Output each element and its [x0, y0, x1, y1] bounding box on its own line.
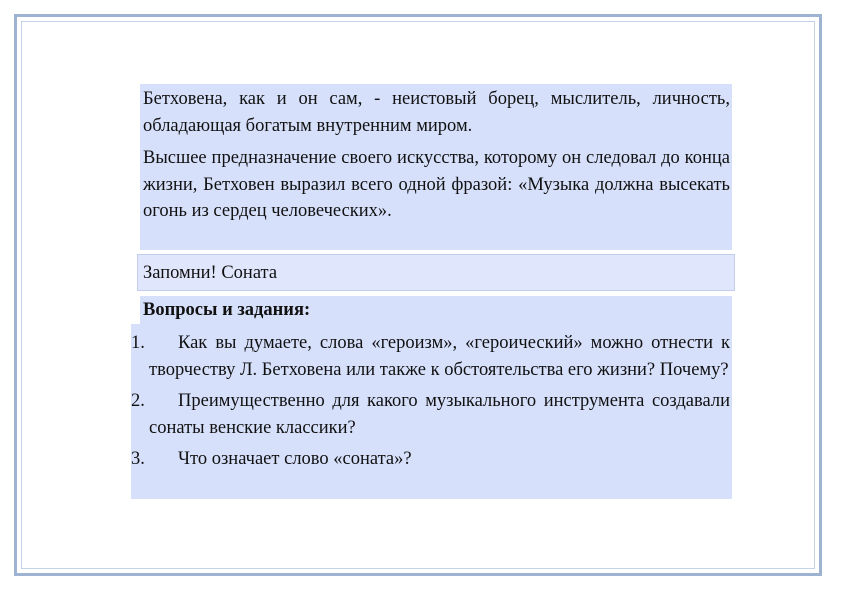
question-number: 1. [131, 333, 145, 353]
question-number: 3. [131, 449, 145, 469]
remember-text: Запомни! Соната [143, 263, 278, 283]
question-text: Что означает слово «соната»? [178, 449, 412, 469]
question-item-1 [131, 330, 730, 383]
question-text: Преимущественно для какого музыкального инструмента создавали сонаты венские классики? [149, 391, 730, 438]
questions-title: Вопросы и задания: [143, 300, 311, 320]
intro-paragraph-1: Бетховена, как и он сам, - неистовый борец, мыслитель, личность, обладающая богатым внутренним миром. [143, 89, 730, 136]
remember-note [137, 254, 735, 291]
question-item-3 [131, 446, 730, 473]
intro-paragraph-2: Высшее предназначение своего искусства, которому он следовал до конца жизни, Бетховен выразил всего одной фразой: «Музыка должна высекать огонь из сердец человеческих». [143, 148, 730, 221]
questions-list [131, 324, 732, 499]
question-item-2 [131, 388, 730, 441]
question-number: 2. [131, 391, 145, 411]
questions-header [140, 296, 732, 324]
intro-text-block [140, 84, 732, 250]
question-text: Как вы думаете, слова «героизм», «героический» можно отнести к творчеству Л. Бетховена или также к обстоятельства его жизни? Почему? [149, 333, 730, 380]
